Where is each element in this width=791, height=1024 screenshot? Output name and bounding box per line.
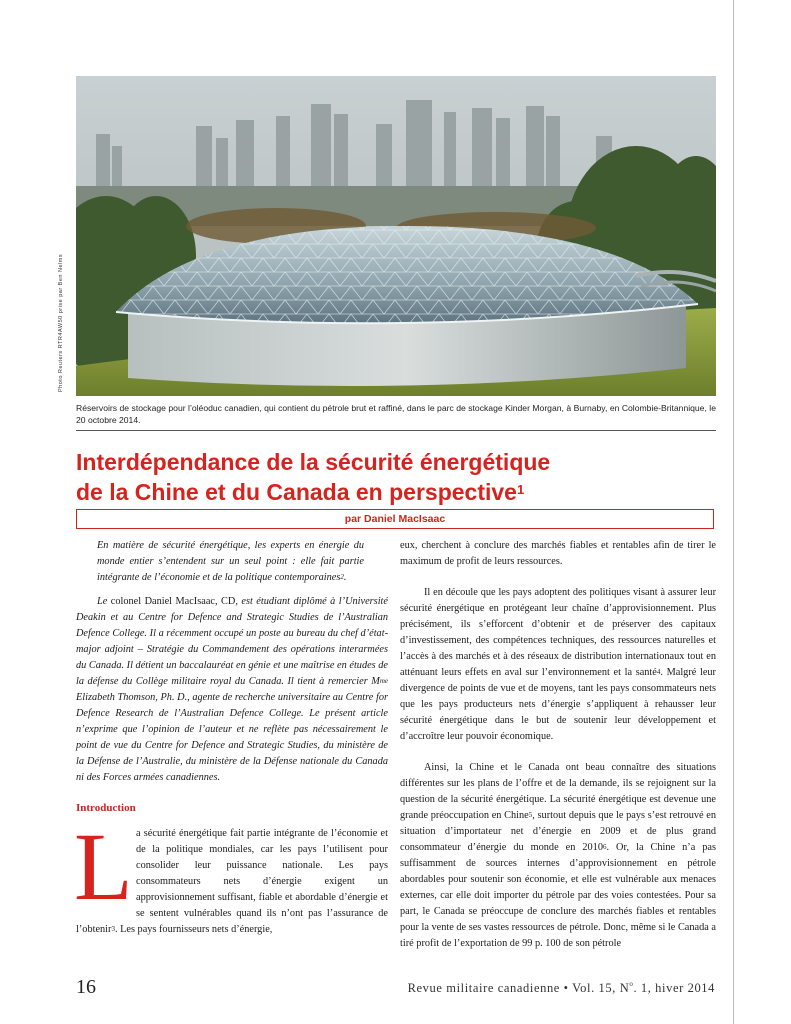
title-line-1: Interdépendance de la sécurité énergétique: [76, 449, 551, 475]
byline: par Daniel MacIsaac: [76, 509, 714, 529]
left-column: [76, 538, 388, 938]
drop-cap: L: [74, 813, 133, 920]
author-bio: Le colonel Daniel MacIsaac, CD, est étudiant diplômé à l’Université Deakin et au Centre for Defence and Strategic Studies de l’Australian Defence College. Il a récemment occupé un poste au bureau du chef d’état-major adjoint – Stratégie du Commandement des opérations interarmées du Canada. Il détient un baccalauréat en génie et une maîtrise en études de la défense du Collège militaire royal du Canada. Il tient à remercier $M^{me}$ Elizabeth Thomson, Ph. D., agente de recherche universitaire au Centre for Defence Research de l’Australian Defence College. Le présent article n’exprime que l’opinion de l’auteur et ne reflète pas nécessairement le point de vue du Centre for Defence and Strategic Studies, du ministère de la Défense de l’Australie, du ministère de la Défense nationale du Canada ni des Forces armées canadiennes.: [76, 596, 388, 783]
paragraph-3: Ainsi, la Chine et le Canada ont beau connaître des situations différentes sur les plans de l’offre et de la demande, ils se rejoignent sur la question de la sécurité énergétique. La sécurité énergétique est devenue une grande préoccupation en Chine$^5$, surtout depuis que le pays s’est retrouvé en situation d’importateur net d’énergie en 2009 et de plus grand consommateur d’énergie du monde en 2010$^6$. Or, la Chine n’a pas suffisamment de sources internes d’approvisionnement en pétrole abordables pour soutenir son économie, et elle est vulnérable aux menaces externes, car elle doit importer du pétrole par des voies contestées. Pour sa part, le Canada se préoccupe de conclure des marchés fiables et rentables pour la vente de ses vastes ressources de pétrole. Donc, même si le Canada a tiré profit de l’exportation de 99 p. 100 de son pétrole: [400, 762, 717, 949]
section-heading-introduction: Introduction: [76, 802, 136, 814]
caption-divider: [76, 430, 716, 431]
photo-credit: Photo Reuters RTR4AW50 prise par Ben Nelms: [58, 253, 64, 392]
paragraph-continued: eux, cherchent à conclure des marchés fiables et rentables afin de tirer le maximum de profit de leurs ressources.: [400, 540, 716, 567]
photo-caption: Réservoirs de stockage pour l’oléoduc canadien, qui contient du pétrole brut et raffiné, dans le parc de stockage Kinder Morgan, à Burnaby, en Colombie-Britannique, le 20 octobre 2014.: [76, 403, 716, 425]
page-margin-rule: [733, 0, 734, 1024]
paragraph-2: Il en découle que les pays adoptent des politiques visant à assurer leur sécurité énergétique en protégeant leur chaîne d’approvisionnement. Plus précisément, ils s’efforcent d’obtenir et de préserver des capitaux d’investissement, des compétences techniques, des ressources naturelles et l’accès à des marchés et à des réseaux de distribution internationaux tout en atténuant leurs effets en aval sur l’environnement et la santé$^4$. Malgré leur divergence de points de vue et de moyens, tant les pays consommateurs nets que les pays producteurs nets d’énergie s’appliquent à rehausser leur sécurité énergétique dans le but de soutenir leur développement et d’accroître leur pouvoir économique.: [400, 587, 716, 742]
article-photo: [76, 76, 716, 396]
title-footnote-ref: 1: [516, 482, 525, 497]
journal-footer: Revue militaire canadienne • Vol. 15, $N^o$. 1, hiver 2014: [407, 980, 715, 995]
page-number: 16: [76, 976, 96, 998]
right-column: [400, 538, 716, 952]
intro-paragraph: La sécurité énergétique fait partie intégrante de l’économie et de la politique mondiales, car les pays l’utilisent pour consolider leur puissance nationale. Les pays consommateurs nets d’énergie exigent un approvisionnement suffisant, fiable et abordable d’énergie et se sentent vulnérables quand ils n’ont pas l’assurance de l’obtenir$^3$. Les pays fournisseurs nets d’énergie,: [74, 813, 388, 935]
storage-tank-photo: [76, 76, 716, 396]
bullet-separator: •: [563, 981, 569, 995]
intro-epigraph: En matière de sécurité énergétique, les experts en énergie du monde entier s’entendent sur un seul point : elle fait partie intégrante de l’économie et de la politique contemporaines$^2$.: [97, 540, 364, 583]
title-line-2: de la Chine et du Canada en perspective: [76, 479, 517, 505]
article-title: [76, 447, 716, 507]
